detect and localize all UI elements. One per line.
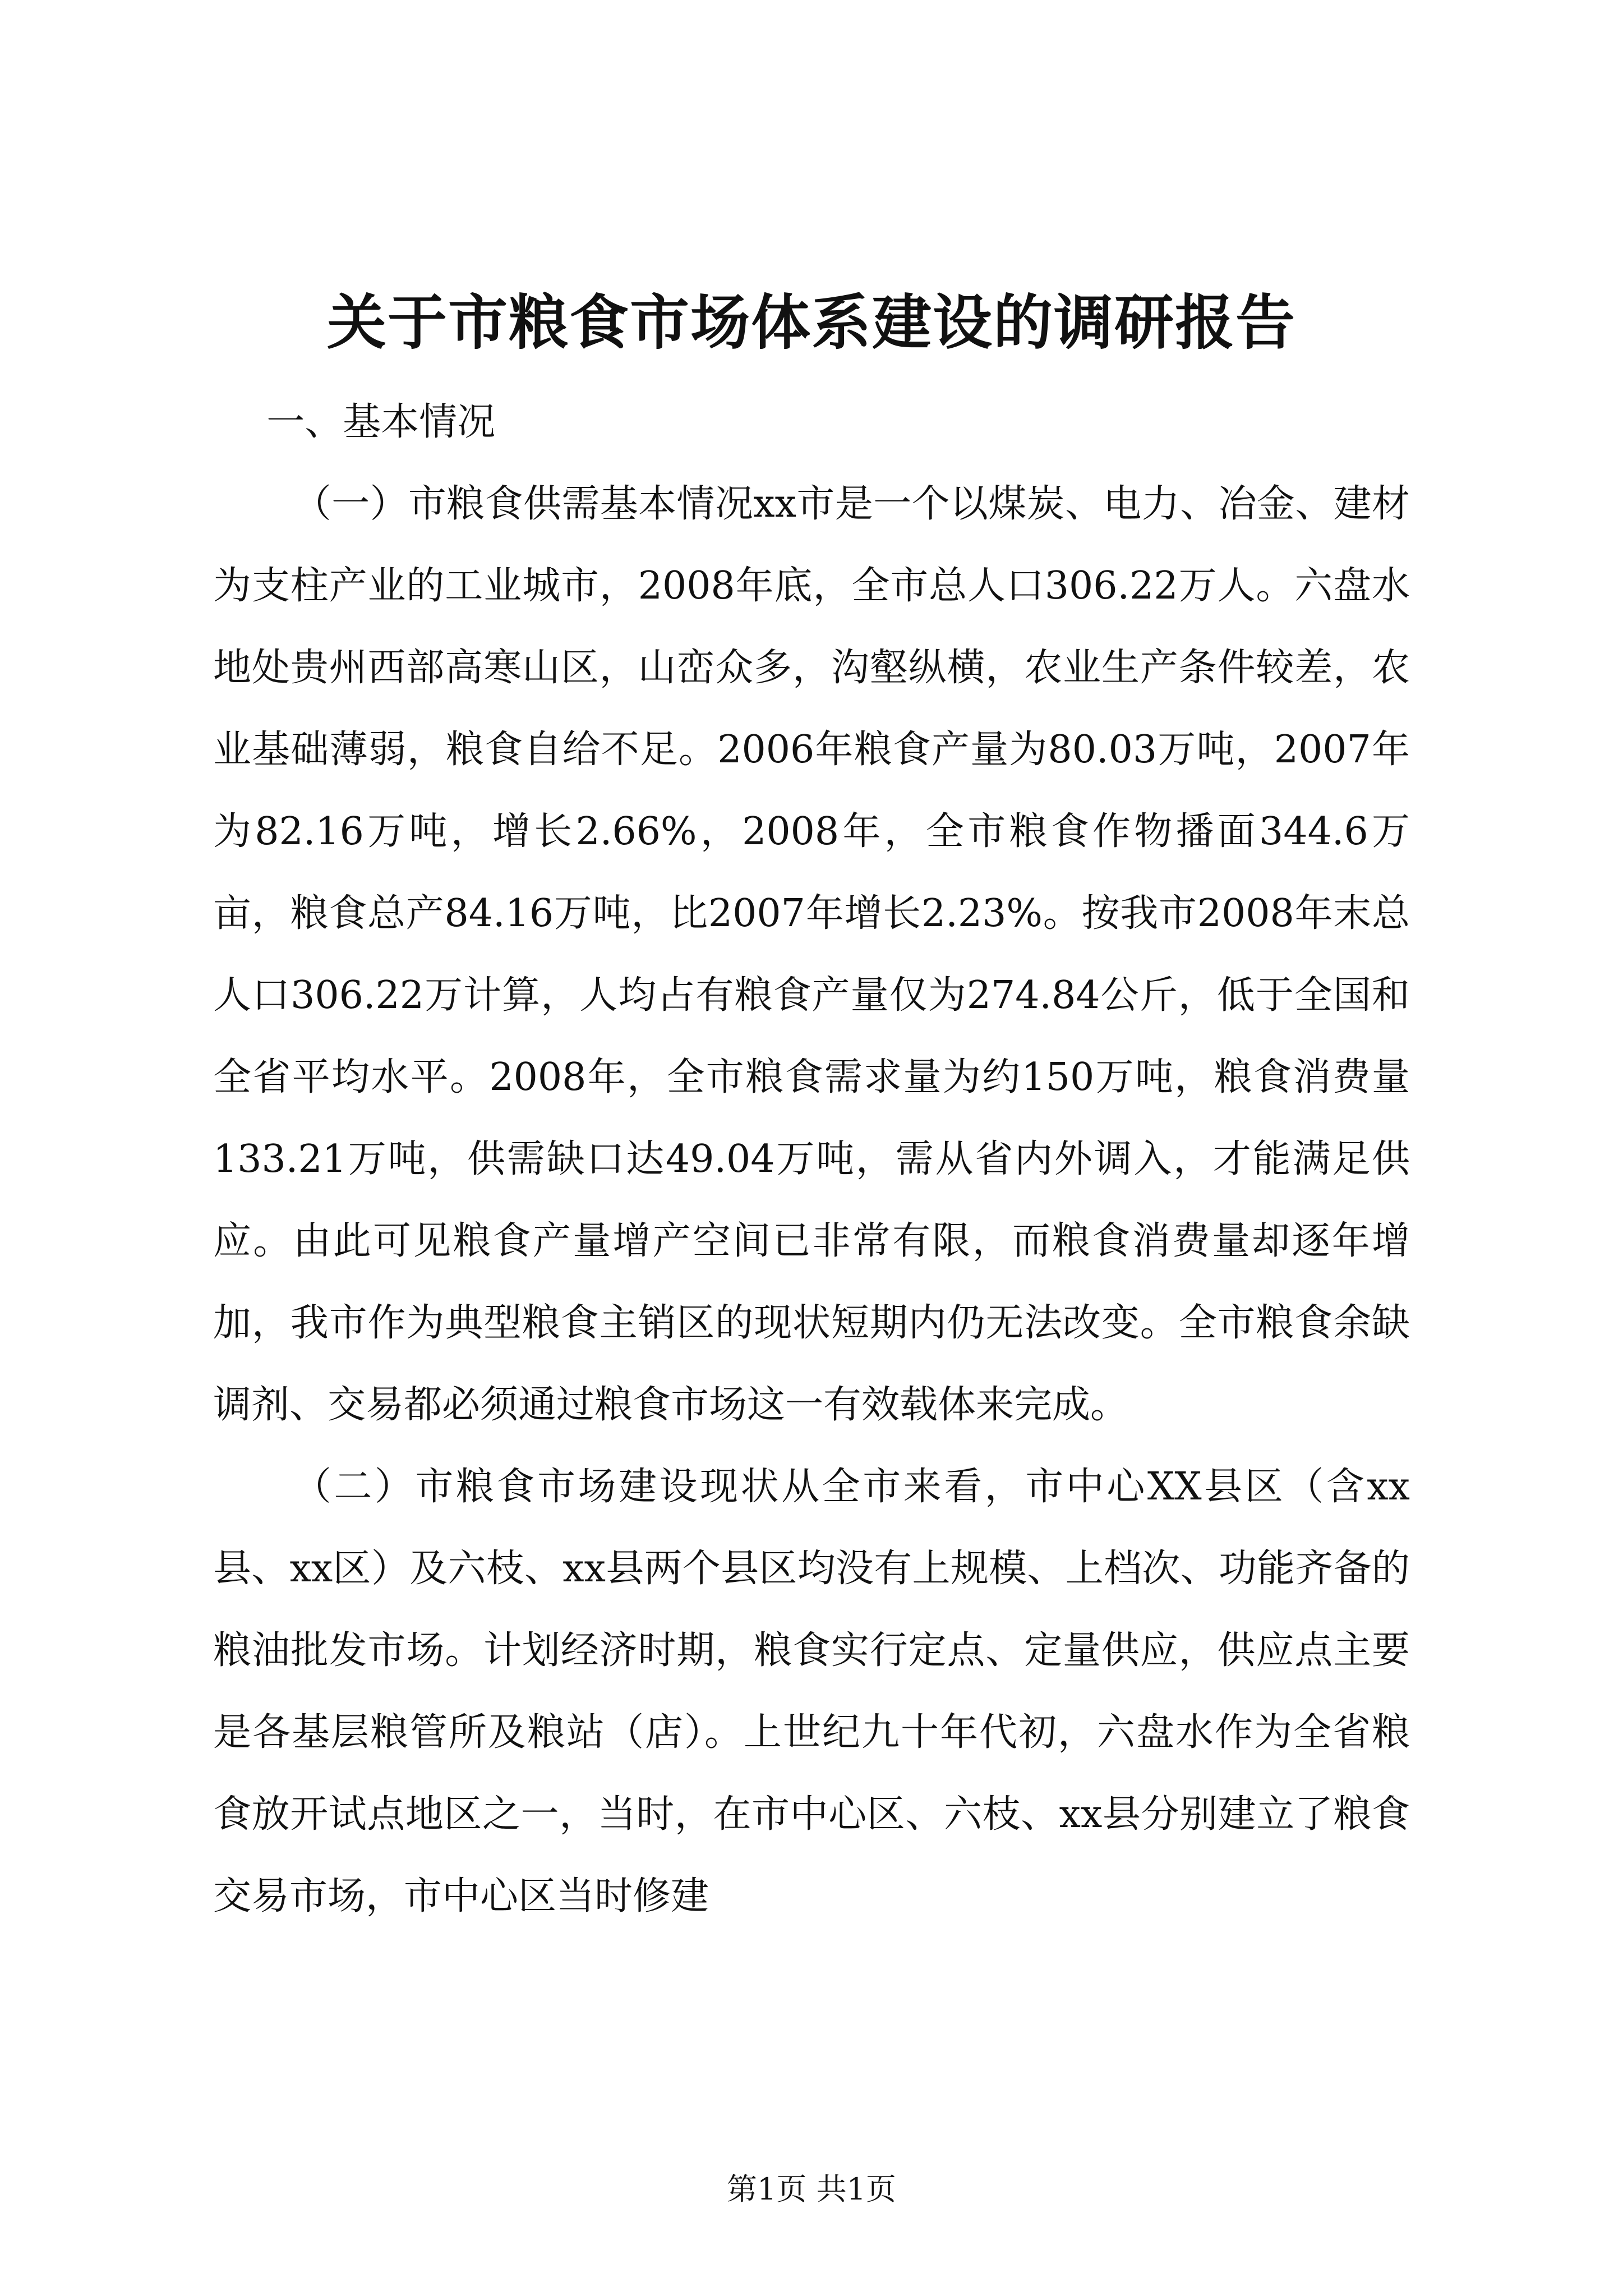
document-title: 关于市粮食市场体系建设的调研报告 (327, 287, 1296, 357)
section-heading: 一、基本情况 (266, 400, 496, 444)
paragraph-market-status: （二）市粮食市场建设现状从全市来看，市中心XX县区（含xx县、xx区）及六枝、xx县两个县区均没有上规模、上档次、功能齐备的粮油批发市场。计划经济时期，粮食实行定点、定量供应，供应点主要是各基层粮管所及粮站（店）。上世纪九十年代初，六盘水作为全省粮食放开试点地区之一，当时，在市中心区、六枝、xx县分别建立了粮食交易市场，市中心区当时修建 (213, 1465, 1410, 1918)
paragraph-supply-demand: （一）市粮食供需基本情况xx市是一个以煤炭、电力、冶金、建材为支柱产业的工业城市，2008年底，全市总人口306.22万人。六盘水地处贵州西部高寒山区，山峦众多，沟壑纵横，农业生产条件较差，农业基础薄弱，粮食自给不足。2006年粮食产量为80.03万吨，2007年为82.16万吨，增长2.66%，2008年，全市粮食作物播面344.6万亩，粮食总产84.16万吨，比2007年增长2.23%。按我市2008年末总人口306.22万计算，人均占有粮食产量仅为274.84公斤，低于全国和全省平均水平。2008年，全市粮食需求量为约150万吨，粮食消费量133.21万吨，供需缺口达49.04万吨，需从省内外调入，才能满足供应。由此可见粮食产量增产空间已非常有限，而粮食消费量却逐年增加，我市作为典型粮食主销区的现状短期内仍无法改变。全市粮食余缺调剂、交易都必须通过粮食市场这一有效载体来完成。 (213, 482, 1410, 1427)
page-footer: 第1页 共1页 (727, 2171, 896, 2207)
document-body (213, 381, 1410, 1938)
